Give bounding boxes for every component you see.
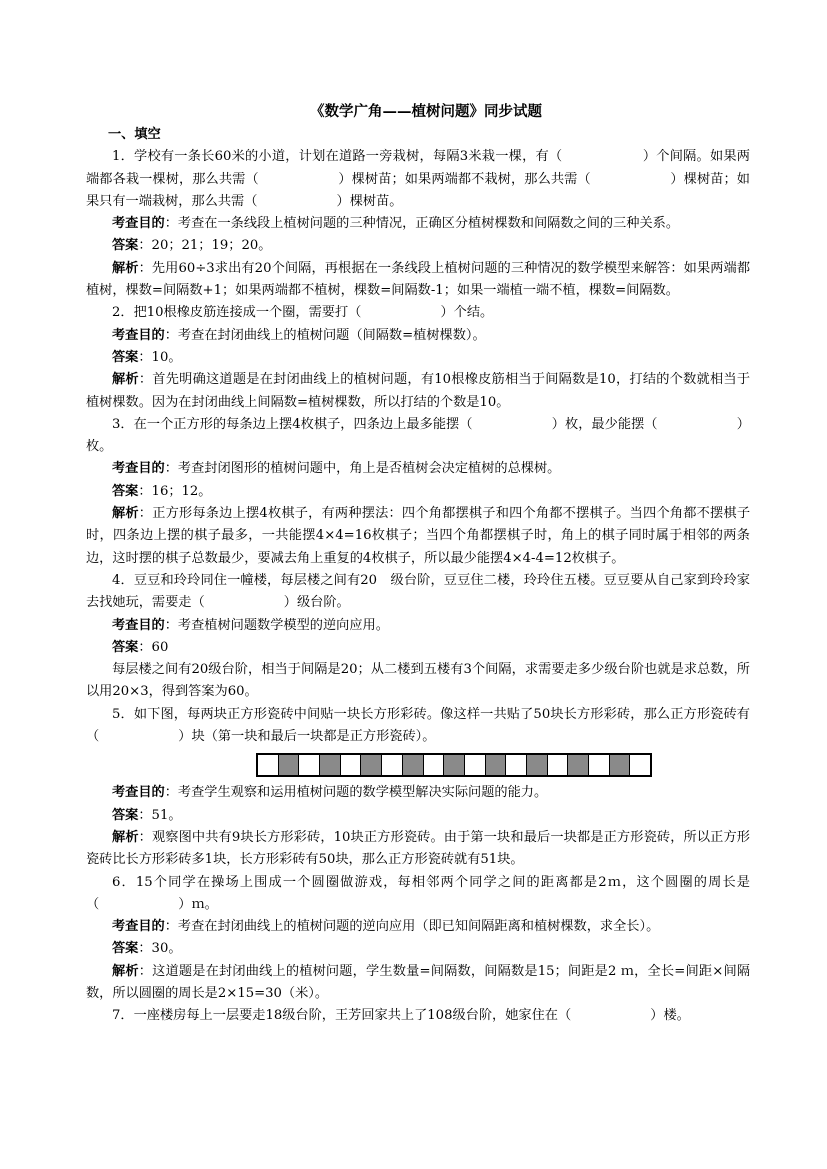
rectangular-tile [361,755,382,775]
q1-purpose [86,213,750,235]
purpose-label: 考查目的 [112,461,165,477]
document-page [86,100,750,1028]
q6-answer [86,938,750,960]
q6-analysis-text: ：这道题是在封闭曲线上的植树问题，学生数量=间隔数，间隔数是15；间距是2 ｍ，全长=间距×间隔数，所以圆圈的周长是2×15=30（米）。 [86,963,751,1001]
analysis-label: 解析 [112,506,139,522]
square-tile [548,755,569,775]
square-tile [258,755,279,775]
answer-label: 答案 [112,483,139,499]
tile-strip-figure [256,753,652,777]
square-tile [630,755,650,775]
q1-analysis [86,258,750,303]
analysis-label: 解析 [112,260,139,276]
q3-purpose [86,458,750,480]
square-tile [424,755,445,775]
q4-purpose-text: ：考查植树问题数学模型的逆向应用。 [164,617,389,633]
purpose-label: 考查目的 [112,327,165,343]
q4-answer [86,637,750,659]
q2-purpose [86,325,750,347]
q5-purpose-text: ：考查学生观察和运用植树问题的数学模型解决实际问题的能力。 [164,785,548,801]
rectangular-tile [568,755,589,775]
q5-analysis-text: ：观察图中共有9块长方形彩砖，10块正方形瓷砖。由于第一块和最后一块都是正方形瓷砖，所以正方形瓷砖比长方形彩砖多1块，长方形彩砖有50块，那么正方形瓷砖就有51块。 [86,829,750,868]
q6-analysis [86,961,750,1006]
q5-answer-text: ：51。 [138,807,182,823]
q1-purpose-text: ：考查在一条线段上植树问题的三种情况，正确区分植树棵数和间隔数之间的三种关系。 [164,216,680,232]
q6-answer-text: ：30。 [138,941,182,957]
q5-purpose [86,782,750,804]
square-tile [382,755,403,775]
q2-analysis [86,369,750,414]
answer-label: 答案 [112,941,139,957]
rectangular-tile [527,755,548,775]
q2-purpose-text: ：考查在封闭曲线上的植树问题（间隔数=植树棵数）。 [164,327,486,343]
analysis-label: 解析 [112,372,139,388]
q4-analysis: 每层楼之间有20级台阶，相当于间隔是20；从二楼到五楼有3个间隔，求需要走多少级台阶也就是求总数，所以用20×3，得到答案为60。 [86,662,750,700]
section-heading-fill-blank: 一、填空 [108,127,161,142]
q5-analysis [86,827,750,872]
purpose-label: 考查目的 [112,919,165,935]
answer-label: 答案 [112,639,139,655]
q3-answer [86,481,750,503]
document-title: 《数学广角——植树问题》同步试题 [310,103,542,120]
q3-analysis-text: ：正方形每条边上摆4枚棋子，有两种摆法：四个角都摆棋子和四个角都不摆棋子。当四个角都不摆棋子时，四条边上摆的棋子最多，一共能摆4×4=16枚棋子；当四个角都摆棋子时，角上的棋子同时属于相邻的两条边，这时摆的棋子总数最少，要减去角上重复的4枚棋子，所以最少能摆4×4-4=12枚棋子。 [86,506,751,566]
q4-purpose [86,615,750,637]
question-3: 3．在一个正方形的每条边上摆4枚棋子，四条边上最多能摆（ ）枚，最少能摆（ ）枚。 [86,416,750,455]
answer-label: 答案 [112,807,139,823]
q5-answer [86,805,750,827]
question-2: 2．把10根橡皮筋连接成一个圈，需要打（ ）个结。 [112,305,494,321]
purpose-label: 考查目的 [112,785,165,801]
analysis-label: 解析 [112,963,139,979]
rectangular-tile [279,755,300,775]
question-6: 6．15个同学在操场上围成一个圆圈做游戏，每相邻两个同学之间的距离都是2ｍ，这个圆圈的周长是（ ）ｍ。 [86,874,750,912]
q1-answer [86,235,750,257]
answer-label: 答案 [112,349,139,365]
q2-answer [86,347,750,369]
square-tile [299,755,320,775]
q4-answer-text: ：60 [138,639,169,655]
square-tile [465,755,486,775]
q3-purpose-text: ：考查封闭图形的植树问题中，角上是否植树会决定植树的总棵树。 [164,461,561,477]
square-tile [589,755,610,775]
purpose-label: 考查目的 [112,617,165,633]
q1-answer-text: ：20；21；19；20。 [138,238,272,254]
rectangular-tile [486,755,507,775]
q3-answer-text: ：16；12。 [138,483,212,499]
q2-answer-text: ：10。 [138,349,182,365]
q6-purpose-text: ：考查在封闭曲线上的植树问题的逆向应用（即已知间隔距离和植树棵数，求全长）。 [164,919,660,935]
q1-analysis-text: ：先用60÷3求出有20个间隔，再根据在一条线段上植树问题的三种情况的数学模型来解答：如果两端都植树，棵数=间隔数+1；如果两端都不植树，棵数=间隔数-1；如果一端植一端不植，棵数=间隔数。 [86,260,751,299]
question-7: 7．一座楼房每上一层要走18级台阶，王芳回家共上了108级台阶，她家住在（ ）楼。 [112,1008,690,1024]
rectangular-tile [610,755,631,775]
q6-purpose [86,916,750,938]
q2-analysis-text: ：首先明确这道题是在封闭曲线上的植树问题，有10根橡皮筋相当于间隔数是10，打结的个数就相当于植树棵数。因为在封闭曲线上间隔数=植树棵数，所以打结的个数是10。 [86,372,751,410]
q3-analysis [86,503,750,570]
square-tile [506,755,527,775]
analysis-label: 解析 [112,829,139,845]
rectangular-tile [444,755,465,775]
square-tile [341,755,362,775]
answer-label: 答案 [112,238,139,254]
rectangular-tile [403,755,424,775]
rectangular-tile [320,755,341,775]
question-1: 1．学校有一条长60米的小道，计划在道路一旁栽树，每隔3米栽一棵，有（ ）个间隔。如果两端都各栽一棵树，那么共需（ ）棵树苗；如果两端都不栽树，那么共需（ ）棵树苗；如果只有一端栽树，那么共需（ ）棵树苗。 [86,149,750,209]
purpose-label: 考查目的 [112,216,165,232]
question-5: 5．如下图，每两块正方形瓷砖中间贴一块长方形彩砖。像这样一共贴了50块长方形彩砖，那么正方形瓷砖有（ ）块（第一块和最后一块都是正方形瓷砖）。 [86,706,750,745]
question-4: 4．豆豆和玲玲同住一幢楼，每层楼之间有20 级台阶，豆豆住二楼，玲玲住五楼。豆豆要从自己家到玲玲家去找她玩，需要走（ ）级台阶。 [86,572,750,611]
